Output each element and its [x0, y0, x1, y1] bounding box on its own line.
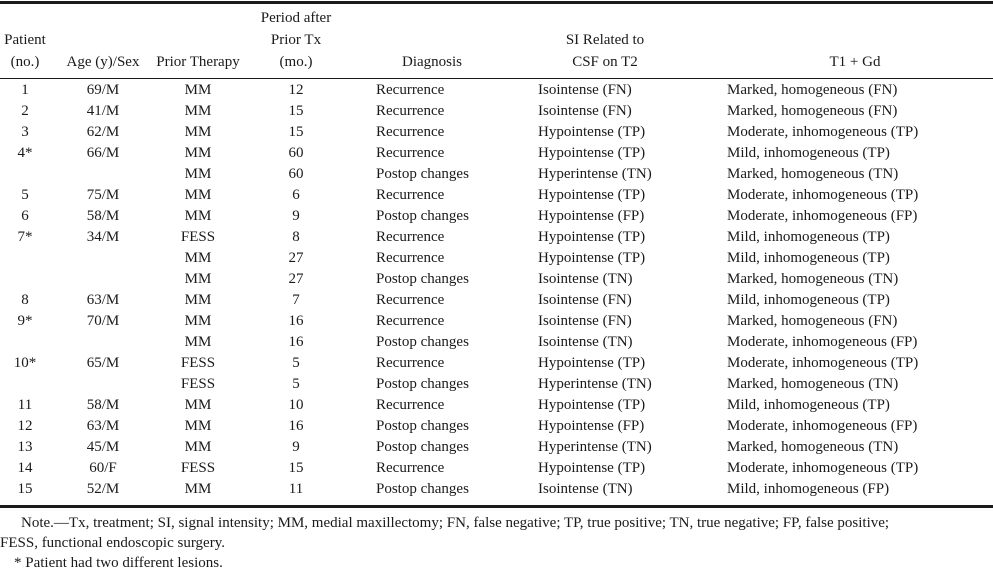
cell-period: 16 [288, 313, 304, 329]
cell-t1-gd: Moderate, inhomogeneous (TP) [727, 124, 919, 140]
table-row [0, 353, 993, 374]
cell-t1-gd: Moderate, inhomogeneous (FP) [727, 208, 918, 224]
cell-t1-gd: Mild, inhomogeneous (TP) [727, 250, 890, 266]
cell-period: 15 [288, 124, 304, 140]
cell-prior-therapy: MM [184, 166, 212, 182]
cell-period: 15 [288, 460, 304, 476]
header-t1gd [780, 0, 930, 78]
cell-diagnosis: Postop changes [376, 481, 469, 497]
table-row [0, 437, 993, 458]
cell-signal-intensity: Isointense (FN) [538, 103, 632, 119]
cell-signal-intensity: Hypointense (TP) [538, 145, 646, 161]
cell-patient: 3 [21, 124, 29, 140]
cell-prior-therapy: MM [184, 271, 212, 287]
cell-period: 60 [288, 166, 304, 182]
cell-signal-intensity: Hypointense (TP) [538, 460, 646, 476]
cell-age-sex: 66/M [86, 145, 120, 161]
cell-signal-intensity: Hypointense (TP) [538, 355, 646, 371]
cell-diagnosis: Postop changes [376, 166, 469, 182]
cell-prior-therapy: MM [184, 292, 212, 308]
cell-t1-gd: Mild, inhomogeneous (TP) [727, 397, 890, 413]
cell-signal-intensity: Isointense (FN) [538, 82, 632, 98]
table-row [0, 269, 993, 290]
cell-t1-gd: Mild, inhomogeneous (FP) [727, 481, 890, 497]
cell-t1-gd: Mild, inhomogeneous (TP) [727, 292, 890, 308]
cell-diagnosis: Recurrence [376, 187, 445, 203]
note-abbreviations: Note.—Tx, treatment; SI, signal intensity; MM, medial maxillectomy; FN, false negative; TP, true positive; TN, true negative; FP, false positive; [21, 515, 890, 531]
cell-signal-intensity: Hypointense (TP) [538, 397, 646, 413]
cell-age-sex: 70/M [86, 313, 120, 329]
cell-prior-therapy: FESS [180, 229, 216, 245]
cell-diagnosis: Postop changes [376, 334, 469, 350]
cell-period: 15 [288, 103, 304, 119]
cell-prior-therapy: MM [184, 82, 212, 98]
table-row [0, 479, 993, 500]
cell-t1-gd: Marked, homogeneous (FN) [727, 313, 898, 329]
cell-signal-intensity: Hypointense (TP) [538, 250, 646, 266]
header-si [540, 0, 670, 78]
cell-age-sex: 75/M [86, 187, 120, 203]
cell-t1-gd: Marked, homogeneous (TN) [727, 271, 899, 287]
table-row [0, 311, 993, 332]
cell-diagnosis: Recurrence [376, 460, 445, 476]
cell-patient: 4* [17, 145, 33, 161]
cell-t1-gd: Marked, homogeneous (TN) [727, 166, 899, 182]
note-asterisk: * Patient had two different lesions. [14, 555, 223, 571]
cell-signal-intensity: Isointense (TN) [538, 481, 633, 497]
cell-period: 12 [288, 82, 304, 98]
cell-prior-therapy: MM [184, 250, 212, 266]
cell-age-sex: 45/M [86, 439, 120, 455]
cell-age-sex: 63/M [86, 418, 120, 434]
header-patient-line2: (no.) [10, 54, 40, 70]
cell-prior-therapy: MM [184, 103, 212, 119]
cell-period: 5 [292, 355, 300, 371]
cell-signal-intensity: Isointense (TN) [538, 334, 633, 350]
cell-patient: 14 [17, 460, 33, 476]
cell-diagnosis: Postop changes [376, 208, 469, 224]
table-row [0, 290, 993, 311]
header-period-line1: Period after [260, 10, 332, 26]
header-prior-therapy [146, 0, 250, 78]
cell-patient: 2 [21, 103, 29, 119]
cell-patient: 9* [17, 313, 33, 329]
cell-diagnosis: Postop changes [376, 271, 469, 287]
header-t1gd-label: T1 + Gd [829, 54, 881, 70]
header-diagnosis [380, 0, 484, 78]
cell-age-sex: 34/M [86, 229, 120, 245]
cell-diagnosis: Recurrence [376, 103, 445, 119]
cell-period: 8 [292, 229, 300, 245]
cell-period: 11 [288, 481, 304, 497]
cell-diagnosis: Postop changes [376, 439, 469, 455]
cell-diagnosis: Recurrence [376, 397, 445, 413]
header-patient-line1: Patient [4, 32, 46, 48]
cell-age-sex: 62/M [86, 124, 120, 140]
cell-prior-therapy: MM [184, 418, 212, 434]
table-bottom-rule [0, 505, 993, 508]
cell-age-sex: 60/F [89, 460, 117, 476]
cell-prior-therapy: FESS [180, 376, 216, 392]
cell-patient: 5 [21, 187, 29, 203]
cell-period: 6 [292, 187, 300, 203]
cell-signal-intensity: Hypointense (FP) [538, 418, 645, 434]
cell-t1-gd: Moderate, inhomogeneous (TP) [727, 187, 919, 203]
cell-diagnosis: Recurrence [376, 145, 445, 161]
table-row [0, 332, 993, 353]
cell-age-sex: 69/M [86, 82, 120, 98]
table-row [0, 185, 993, 206]
cell-signal-intensity: Hypointense (FP) [538, 208, 645, 224]
cell-period: 10 [288, 397, 304, 413]
cell-prior-therapy: MM [184, 481, 212, 497]
cell-signal-intensity: Hyperintense (TN) [538, 439, 652, 455]
cell-signal-intensity: Isointense (TN) [538, 271, 633, 287]
cell-patient: 1 [21, 82, 29, 98]
cell-t1-gd: Moderate, inhomogeneous (FP) [727, 334, 918, 350]
cell-t1-gd: Marked, homogeneous (TN) [727, 376, 899, 392]
cell-period: 5 [292, 376, 300, 392]
cell-signal-intensity: Hyperintense (TN) [538, 376, 652, 392]
cell-signal-intensity: Hyperintense (TN) [538, 166, 652, 182]
cell-diagnosis: Recurrence [376, 355, 445, 371]
cell-period: 16 [288, 334, 304, 350]
cell-prior-therapy: FESS [180, 460, 216, 476]
table-body [0, 80, 993, 500]
cell-diagnosis: Postop changes [376, 418, 469, 434]
cell-prior-therapy: MM [184, 124, 212, 140]
header-period [250, 0, 342, 78]
cell-patient: 12 [17, 418, 33, 434]
table-footnotes [0, 513, 993, 573]
cell-patient: 8 [21, 292, 29, 308]
cell-prior-therapy: MM [184, 145, 212, 161]
cell-age-sex: 63/M [86, 292, 120, 308]
table-row [0, 101, 993, 122]
cell-age-sex: 58/M [86, 397, 120, 413]
cell-patient: 7* [17, 229, 33, 245]
cell-diagnosis: Recurrence [376, 124, 445, 140]
cell-period: 7 [292, 292, 300, 308]
cell-prior-therapy: MM [184, 439, 212, 455]
cell-diagnosis: Recurrence [376, 250, 445, 266]
cell-t1-gd: Moderate, inhomogeneous (TP) [727, 355, 919, 371]
cell-age-sex: 65/M [86, 355, 120, 371]
table-header-rule [0, 78, 993, 79]
cell-age-sex: 41/M [86, 103, 120, 119]
table-row [0, 227, 993, 248]
note-abbreviations-continued: FESS, functional endoscopic surgery. [0, 535, 225, 551]
cell-t1-gd: Moderate, inhomogeneous (TP) [727, 460, 919, 476]
cell-signal-intensity: Hypointense (TP) [538, 124, 646, 140]
cell-period: 9 [292, 439, 300, 455]
cell-prior-therapy: MM [184, 208, 212, 224]
cell-age-sex: 58/M [86, 208, 120, 224]
table-row [0, 80, 993, 101]
cell-diagnosis: Recurrence [376, 292, 445, 308]
cell-t1-gd: Mild, inhomogeneous (TP) [727, 145, 890, 161]
table-row [0, 458, 993, 479]
header-patient [0, 0, 50, 78]
header-si-line1: SI Related to [565, 32, 645, 48]
cell-diagnosis: Recurrence [376, 229, 445, 245]
cell-patient: 13 [17, 439, 33, 455]
cell-t1-gd: Mild, inhomogeneous (TP) [727, 229, 890, 245]
cell-period: 16 [288, 418, 304, 434]
cell-prior-therapy: MM [184, 397, 212, 413]
table-row [0, 164, 993, 185]
table-row [0, 374, 993, 395]
table-row [0, 395, 993, 416]
header-diagnosis-label: Diagnosis [402, 54, 462, 70]
cell-prior-therapy: MM [184, 313, 212, 329]
cell-prior-therapy: MM [184, 334, 212, 350]
cell-patient: 15 [17, 481, 33, 497]
cell-patient: 11 [17, 397, 33, 413]
cell-prior-therapy: MM [184, 187, 212, 203]
cell-diagnosis: Recurrence [376, 313, 445, 329]
header-si-line2: CSF on T2 [572, 54, 638, 70]
header-period-line2: Prior Tx [270, 32, 322, 48]
cell-t1-gd: Marked, homogeneous (FN) [727, 103, 898, 119]
cell-t1-gd: Marked, homogeneous (TN) [727, 439, 899, 455]
table-row [0, 206, 993, 227]
table-row [0, 248, 993, 269]
cell-signal-intensity: Isointense (FN) [538, 313, 632, 329]
cell-period: 60 [288, 145, 304, 161]
header-period-line3: (mo.) [279, 54, 313, 70]
cell-signal-intensity: Hypointense (TP) [538, 187, 646, 203]
cell-t1-gd: Marked, homogeneous (FN) [727, 82, 898, 98]
header-prior-therapy-label: Prior Therapy [156, 54, 240, 70]
cell-diagnosis: Postop changes [376, 376, 469, 392]
cell-age-sex: 52/M [86, 481, 120, 497]
cell-signal-intensity: Isointense (FN) [538, 292, 632, 308]
cell-patient: 10* [13, 355, 37, 371]
cell-period: 9 [292, 208, 300, 224]
header-age-sex-label: Age (y)/Sex [66, 54, 140, 70]
cell-period: 27 [288, 271, 304, 287]
header-age-sex [58, 0, 148, 78]
cell-signal-intensity: Hypointense (TP) [538, 229, 646, 245]
cell-t1-gd: Moderate, inhomogeneous (FP) [727, 418, 918, 434]
table-row [0, 143, 993, 164]
cell-diagnosis: Recurrence [376, 82, 445, 98]
table-row [0, 122, 993, 143]
cell-period: 27 [288, 250, 304, 266]
table-row [0, 416, 993, 437]
cell-prior-therapy: FESS [180, 355, 216, 371]
cell-patient: 6 [21, 208, 29, 224]
